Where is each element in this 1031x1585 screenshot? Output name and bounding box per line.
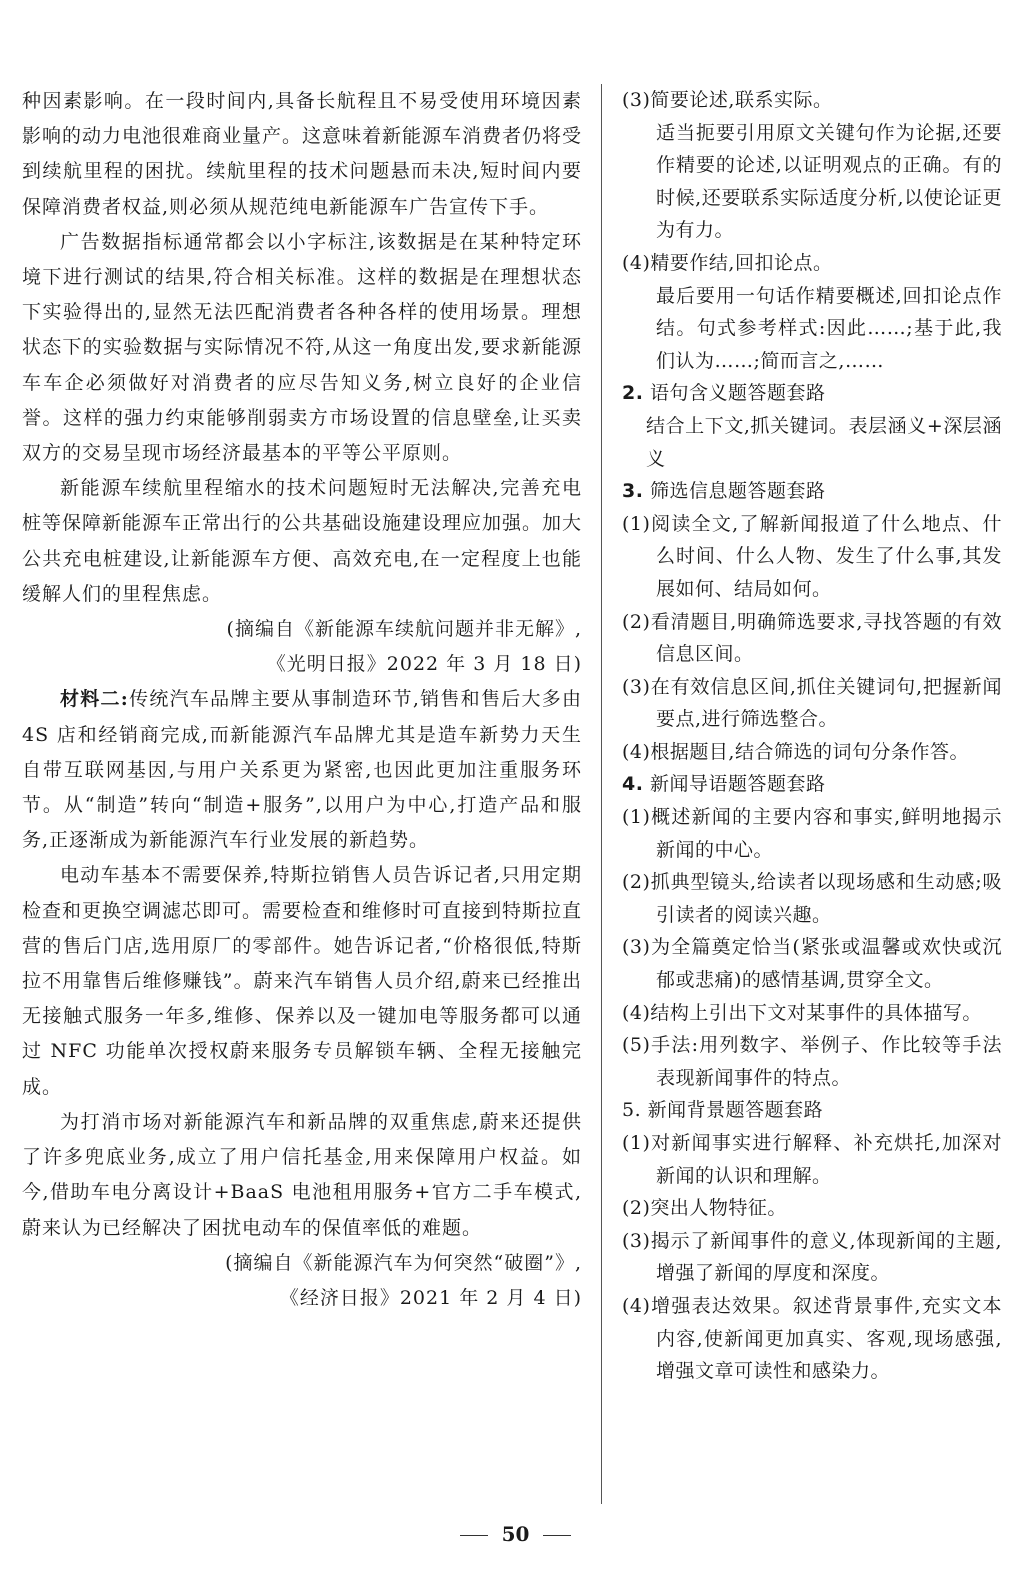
- list-item: (1)对新闻事实进行解释、补充烘托,加深对新闻的认识和理解。: [622, 1132, 1002, 1187]
- paragraph: 广告数据指标通常都会以小字标注,该数据是在某种特定环境下进行测试的结果,符合相关标准。这样的数据是在理想状态下实验得出的,显然无法匹配消费者各种各样的使用场景。理想状态下的实验数据与实际情况不符,从这一角度出发,要求新能源车车企必须做好对消费者的应尽告知义务,树立良好的企业信誉。这样的强力约束能够削弱卖方市场设置的信息壁垒,让买卖双方的交易呈现市场经济最基本的平等公平原则。: [22, 230, 582, 465]
- left-column: [22, 84, 582, 1316]
- source-citation: (摘编自《新能源车续航问题并非无解》,: [226, 618, 582, 641]
- section-number: 2.: [622, 382, 644, 405]
- source-citation: 《经济日报》2021 年 2 月 4 日): [279, 1286, 582, 1309]
- section-number: 3.: [622, 480, 644, 503]
- dash-decoration: [543, 1535, 571, 1536]
- item-body: 适当扼要引用原文关键句作为论据,还要作精要的论述,以证明观点的正确。有的时候,还要联系实际适度分析,以使论证更为有力。: [656, 121, 1002, 242]
- list-item: (3)简要论述,联系实际。: [622, 89, 833, 111]
- dash-decoration: [460, 1535, 488, 1536]
- paragraph: [22, 682, 582, 858]
- list-item: (3)在有效信息区间,抓住关键词句,把握新闻要点,进行筛选整合。: [622, 675, 1002, 731]
- source-citation: 《光明日报》2022 年 3 月 18 日): [266, 653, 582, 676]
- list-item: (1)阅读全文,了解新闻报道了什么地点、什么时间、什么人物、发生了什么事,其发展如何、结局如何。: [622, 512, 1002, 600]
- section-title: 筛选信息题答题套路: [650, 480, 826, 503]
- section-body: 结合上下文,抓关键词。表层涵义+深层涵义: [646, 414, 1002, 470]
- list-item: (1)概述新闻的主要内容和事实,鲜明地揭示新闻的中心。: [622, 806, 1002, 861]
- paragraph: 为打消市场对新能源汽车和新品牌的双重焦虑,蔚来还提供了许多兜底业务,成立了用户信托基金,用来保障用户权益。如今,借助车电分离设计+BaaS 电池租用服务+官方二手车模式,蔚来认为已经解决了困扰电动车的保值率低的难题。: [22, 1110, 582, 1239]
- list-item: (2)抓典型镜头,给读者以现场感和生动感;吸引读者的阅读兴趣。: [622, 871, 1002, 926]
- material-label: 材料二:: [60, 688, 129, 711]
- list-item: (3)揭示了新闻事件的意义,体现新闻的主题,增强了新闻的厚度和深度。: [622, 1229, 1002, 1285]
- page-footer: [0, 1522, 1031, 1546]
- list-item: (2)看清题目,明确筛选要求,寻找答题的有效信息区间。: [622, 610, 1002, 666]
- paragraph: 电动车基本不需要保养,特斯拉销售人员告诉记者,只用定期检查和更换空调滤芯即可。需要检查和维修时可直接到特斯拉直营的售后门店,选用原厂的零部件。她告诉记者,“价格很低,特斯拉不用靠售后维修赚钱”。蔚来汽车销售人员介绍,蔚来已经推出无接触式服务一年多,维修、保养以及一键加电等服务都可以通过 NFC 功能单次授权蔚来服务专员解锁车辆、全程无接触完成。: [22, 864, 583, 1098]
- list-item: (4)根据题目,结合筛选的词句分条作答。: [622, 740, 969, 763]
- list-item: (5)手法:用列数字、举例子、作比较等手法表现新闻事件的特点。: [622, 1034, 1002, 1089]
- section-heading: [622, 475, 1002, 508]
- list-item: (3)为全篇奠定恰当(紧张或温馨或欢快或沉郁或悲痛)的感情基调,贯穿全文。: [622, 936, 1002, 992]
- page-number: 50: [501, 1522, 530, 1546]
- section-number: 4.: [622, 773, 644, 796]
- section-heading: [622, 377, 1002, 410]
- section-heading: [622, 768, 1002, 801]
- list-item: (4)精要作结,回扣论点。: [622, 251, 833, 274]
- material-text: 传统汽车品牌主要从事制造环节,销售和售后大多由 4S 店和经销商完成,而新能源汽车品牌尤其是造车新势力天生自带互联网基因,与用户关系更为紧密,也因此更加注重服务环节。从“制造”转向“制造+服务”,以用户为中心,打造产品和服务,正逐渐成为新能源汽车行业发展的新趋势。: [22, 688, 583, 852]
- list-item: (2)突出人物特征。: [622, 1197, 787, 1220]
- paragraph: 新能源车续航里程缩水的技术问题短时无法解决,完善充电桩等保障新能源车正常出行的公共基础设施建设理应加强。加大公共充电桩建设,让新能源车方便、高效充电,在一定程度上也能缓解人们的里程焦虑。: [22, 477, 583, 605]
- list-item: (4)增强表达效果。叙述背景事件,充实文本内容,使新闻更加真实、客观,现场感强,增强文章可读性和感染力。: [622, 1294, 1002, 1383]
- source-citation: (摘编自《新能源汽车为何突然“破圈”》,: [225, 1251, 582, 1274]
- column-divider: [601, 84, 602, 1504]
- item-body: 最后要用一句话作精要概述,回扣论点作结。句式参考样式:因此……;基于此,我们认为……;简而言之,……: [656, 284, 1002, 372]
- section-title: 新闻导语题答题套路: [650, 773, 826, 796]
- paragraph: 种因素影响。在一段时间内,具备长航程且不易受使用环境因素影响的动力电池很难商业量产。这意味着新能源车消费者仍将受到续航里程的困扰。续航里程的技术问题悬而未决,短时间内要保障消费者权益,则必须从规范纯电新能源车广告宣传下手。: [22, 90, 583, 218]
- section-title: 语句含义题答题套路: [650, 382, 826, 405]
- list-item: (4)结构上引出下文对某事件的具体描写。: [622, 1001, 982, 1024]
- section-heading: 5. 新闻背景题答题套路: [622, 1099, 824, 1122]
- right-column: [622, 84, 1002, 1388]
